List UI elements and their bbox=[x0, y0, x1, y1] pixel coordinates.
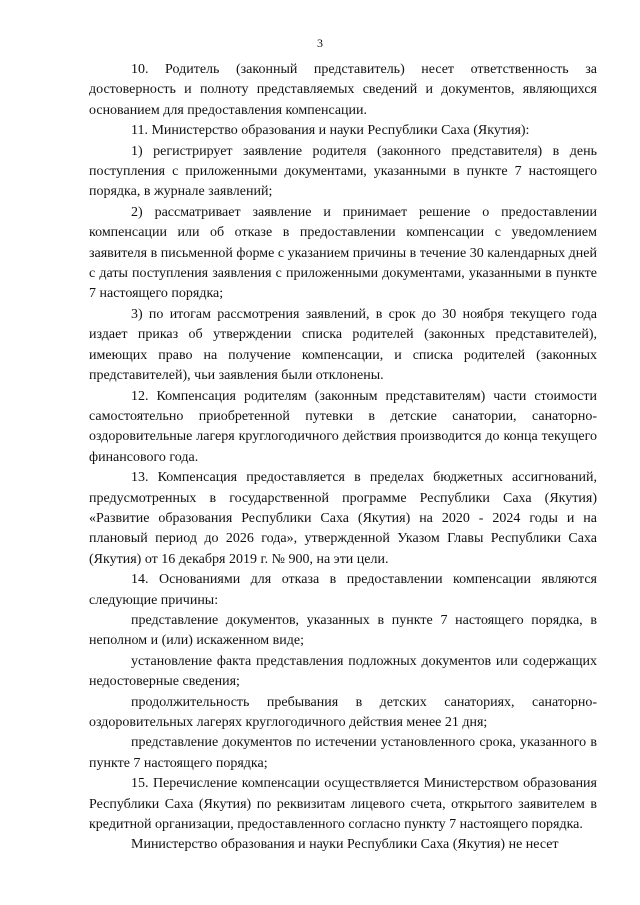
paragraph-10: 10. Родитель (законный представитель) несет ответственность за достоверность и полноту представляемых сведений и документов, являющихся основанием для предоставления компенсации. bbox=[89, 62, 597, 118]
paragraph-continued: Министерство образования и науки Республики Саха (Якутия) не несет bbox=[131, 837, 559, 853]
paragraph-14: 14. Основаниями для отказа в предоставлении компенсации являются следующие причины: bbox=[89, 572, 597, 608]
paragraph-14-reason-1: представление документов, указанных в пункте 7 настоящего порядка, в неполном и (или) искаженном виде; bbox=[89, 612, 597, 649]
paragraph-14-reason-4: представление документов по истечении установленного срока, указанного в пункте 7 настоящего порядка; bbox=[89, 735, 597, 771]
paragraph-11-item-1: 1) регистрирует заявление родителя (законного представителя) в день поступления с приложенными документами, указанными в пункте 7 настоящего порядка, в журнале заявлений; bbox=[89, 143, 597, 200]
paragraph-13: 13. Компенсация предоставляется в пределах бюджетных ассигнований, предусмотренных в государственной программе Республики Саха (Якутия) «Развитие образования Республики Саха (Якутия) на 2020 - 2024 годы и на плановый период до 2026 года», утвержденной Указом Главы Республики Саха (Якутия) от 16 декабря 2019 г. № 900, на эти цели. bbox=[89, 470, 597, 567]
paragraph-14-reason-3: продолжительность пребывания в детских санаториях, санаторно-оздоровительных лагерях круглогодичного действия менее 21 дня; bbox=[89, 694, 597, 730]
paragraph-11-item-2: 2) рассматривает заявление и принимает решение о предоставлении компенсации или об отказе в предоставлении компенсации с уведомлением заявителя в письменной форме с указанием причины в течение 30 календарных дней с даты поступления заявления с приложенными документами, указанными в пункте 7 настоящего порядка; bbox=[89, 204, 597, 302]
paragraph-11: 11. Министерство образования и науки Республики Саха (Якутия): bbox=[131, 123, 530, 139]
page-number: 3 bbox=[317, 36, 323, 50]
paragraph-11-item-3: 3) по итогам рассмотрения заявлений, в срок до 30 ноября текущего года издает приказ об утверждении списка родителей (законных представителей), имеющих право на получение компенсации, и списка родителей (законных представителей), чьи заявления были отклонены. bbox=[89, 306, 597, 384]
paragraph-14-reason-2: установление факта представления подложных документов или содержащих недостоверные сведения; bbox=[89, 653, 597, 690]
document-body bbox=[89, 60, 597, 856]
paragraph-12: 12. Компенсация родителям (законным представителям) части стоимости самостоятельно приобретенной путевки в детские санатории, санаторно-оздоровительные лагеря круглогодичного действия производится до конца текущего финансового года. bbox=[89, 388, 597, 465]
paragraph-15: 15. Перечисление компенсации осуществляется Министерством образования Республики Саха (Якутия) по реквизитам лицевого счета, открытого заявителем в кредитной организации, предоставленного согласно пункту 7 настоящего порядка. bbox=[89, 776, 597, 833]
